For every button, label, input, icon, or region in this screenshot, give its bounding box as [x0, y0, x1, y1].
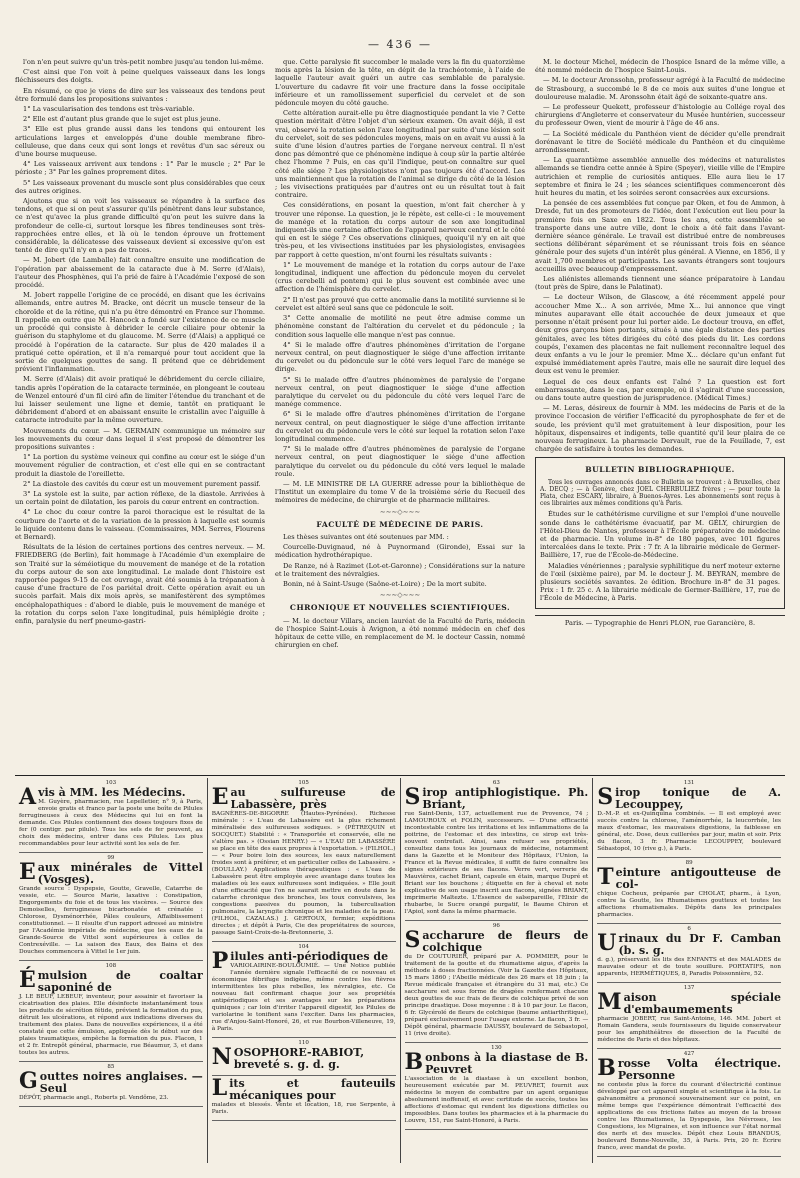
article-paragraph: 1° Le mouvement de manége et la rotation du corps autour de l'axe longitudinal, indiquent une affection du pédoncule moyen du cervelet (crus cerebelli ad pontem) qui le plus souvent est combinée avec une affection de l'hémisphère du cervelet.: [275, 260, 525, 294]
faculte-title: FACULTÉ DE MÉDECINE DE PARIS.: [316, 519, 484, 529]
ad-number: 108: [105, 963, 117, 969]
advertisement: [405, 921, 589, 1043]
thesis-paragraph: Bonin, né à Saint-Usuge (Saône-et-Loire) ; De la mort subite.: [283, 579, 487, 588]
advertisement: [19, 1062, 203, 1107]
news-items: [535, 58, 785, 453]
advertisement: [597, 858, 781, 924]
advertisement: [597, 924, 781, 983]
advertisement: [597, 1049, 781, 1157]
news-paragraph: — La Société médicale du Panthéon vient de décider qu'elle prendrait dorénavant le titre de Société médicale du Panthéon et du cinquième arrondissement.: [535, 129, 785, 155]
ad-headline: Brosse Volta électrique. Personne: [597, 1055, 781, 1082]
article-paragraph: Mouvements du cœur. — M. GERMAIN communique un mémoire sur les mouvements du cœur dans lequel il s'est proposé de démontrer les propositions suivantes :: [15, 426, 265, 451]
faculte-section: [275, 533, 525, 588]
article-paragraph: M. Serre (d'Alais) dit avoir pratiqué le débridement du cercle ciliaire, tandis après l'opération de la cataracte terminée, en plongeant le couteau de Wenzel entouré d'un fil ciré afin de limiter l'étendue du tranchant et de lui laisser seulement une ligne et demie, tantôt en pratiquant le débridement d'abord et en abaissant ensuite le cristallin avec l'aiguille à cataracte introduite par la même ouverture.: [15, 375, 265, 425]
ad-text: chique Cocheux, préparée par CHOLAT, pharm., à Lyon, contre la Goutte, les Rhumatismes goutteux et toutes les affections rhumatismales. Dépôts dans les principales pharmacies.: [597, 891, 781, 918]
news-paragraph: — Le docteur Wilson, de Glascow, a été récemment appelé pour accoucher Mme X... A son arrivée, Mme X... lui annonce que vingt minutes auparavant elle était accouchée de deux jumeaux et que personne n'était présent pour lui porter aide. Le docteur trouva, en effet, deux gros garçons bien portants, situés à une égale distance des parties génitales, avec les têtes dirigées du côté des pieds du lit. Les cordons coupés, l'examen des placentas ne fait nullement reconnaître lequel des deux enfants a vu le jour le premier. Mme X... déclare qu'un enfant fut expulsé immédiatement après l'autre, mais elle ne saurait dire lequel des deux est venu le premier.: [535, 293, 785, 376]
advertisement: [19, 778, 203, 853]
ad-number: 130: [491, 1045, 502, 1051]
page-number: — 436 —: [368, 38, 432, 51]
article-paragraph: Ces considérations, en posant la question, m'ont fait chercher à y trouver une réponse. La question, je le répète, est celle-ci : le mouvement de manége et la rotation du corps autour de son axe longitudinal indiquent-ils une certaine affection de l'appareil nerveux central et le côté qui en est le siége ? Ces observations cliniques, quoiqu'il n'y en ait que très-peu, et les vivisections instituées par les physiologistes, envisagées par rapport à cette question, m'ont fourni les résultats suivants :: [275, 201, 525, 259]
ad-text: ne conteste plus la force du courant d'électricité continue développé par cet appareil simple et scientifique à la fois. Le galvanomètre a prononcé souverainement sur ce point, en même temps que l'expérience démontrait l'efficacité des applications de ces frictions faites au moyen de la brosse contre les Rhumatismes, la Dyspepsie, les Névroses, les Congestions, les Migraines, et son influence sur l'état normal des nerfs et des muscles. Dépôt chez Louis BRANDUS, boulevard Bonne-Nouvelle, 35, à Paris. Prix, 20 fr. Écrire franco, avec mandat de poste.: [597, 1082, 781, 1151]
chronique-title: CHRONIQUE ET NOUVELLES SCIENTIFIQUES.: [289, 603, 511, 613]
ad-text: VARIOLAIRINE-BOULOUMIÉ. — Une Notice publiée l'année dernière signale l'efficacité de ce nouveau et économique fébrifuge indigène, même contre les fièvres intermittentes les plus rebelles, les névralgies, etc. Ce nouveau fait confirmant chaque jour ses propriétés antipériodiques et ses avantages sur les préparations quiniques ; car loin d'irriter l'appareil digestif, les Pilules de variolarine le tonifient sans l'exciter. Dans les pharmacies, rue d'Anjou-Saint-Honoré, 26, et rue Bourbon-Villeneuve, 19, à Paris.: [211, 963, 396, 1032]
news-paragraph: Lequel de ces deux enfants est l'aîné ? La question est fort embarrassante, dans le cas, par exemple, où il s'agirait d'une succession, ou dans toute autre question de jurisprudence. (Médical Times.): [535, 377, 785, 402]
biblio-entry: Maladies vénériennes ; paralysie syphilitique du nerf moteur externe de l'œil (sixième paire), par M. le docteur J. M. BEYRAN, membre de plusieurs sociétés savantes. 2e édition. Brochure in-8° de 31 pages. Prix : 1 fr. 25 c. A la librairie médicale de Germer-Baillière, 17, rue de l'École de Médecine, à Paris.: [540, 561, 780, 603]
article-paragraph: C'est ainsi que l'on voit à peine quelques vaisseaux dans les longs fléchisseurs des doigts.: [15, 68, 265, 85]
article-paragraph: Ajoutons que si on voit les vaisseaux se répandre à la surface des tendons, et que si on peut s'assurer qu'ils pénètrent dans leur substance, ce n'est qu'avec la plus grande difficulté qu'on peut les suivre dans la profondeur de celle-ci, surtout lorsque les fibres tendineuses sont très-rapprochées entre elles, et là où le tendon éprouve un frottement considérable, la délicatesse des vaisseaux devient si excessive qu'on est tenté de dire qu'il n'y en a pas de traces.: [15, 197, 265, 255]
ornament-divider: ∼∼∼◇∼∼∼: [379, 591, 421, 600]
ad-headline: Lits et fauteuils mécaniques pour: [211, 1075, 396, 1102]
article-paragraph: 5° Les vaisseaux provenant du muscle sont plus considérables que ceux des autres origines.: [15, 178, 265, 195]
news-paragraph: — Le professeur Quekett, professeur d'histologie au Collége royal des chirurgiens d'Angleterre et conservateur du Musée huntérien, successeur du professeur Owen, vient de mourir à l'âge de 46 ans.: [535, 103, 785, 128]
ad-text: DÉPÔT, pharmacie angl., Roberts pl. Vendôme, 23.: [19, 1095, 169, 1101]
advertisement: [212, 778, 396, 942]
article-paragraph: 7° Si le malade offre d'autres phénomènes de paralysie de l'organe nerveux central, on peut diagnostiquer le siége d'une affection paralytique du cervelet ou du pédoncule du côté vers lequel le malade roule.: [275, 445, 525, 478]
article-paragraph: En résumé, ce que je viens de dire sur les vaisseaux des tendons peut être formulé dans les propositions suivantes :: [15, 86, 265, 103]
ad-number: 99: [107, 855, 115, 861]
advertisement: [212, 1038, 396, 1076]
article-paragraph: 6° Si le malade offre d'autres phénomènes d'irritation de l'organe nerveux central, on peut diagnostiquer le siége d'une affection irritante du cervelet ou du pédoncule vers le côté sur lequel la rotation selon l'axe longitudinal commence.: [275, 410, 525, 443]
advertisement: [212, 942, 396, 1038]
ad-headline: Pilules anti-périodiques de: [211, 948, 389, 974]
advertisement: [597, 778, 781, 858]
ad-number: 63: [492, 780, 500, 786]
article-paragraph: 1° La portion du système veineux qui confine au cœur est le siége d'un mouvement régulier de contraction, et c'est elle qui en se contractant produit la diastole de l'oreillette.: [15, 453, 265, 478]
news-paragraph: Les aliénistes allemands tiennent une séance préparatoire à Landau (tout près de Spire, dans le Palatinat).: [535, 275, 785, 292]
article-paragraph: — M. LE MINISTRE DE LA GUERRE adresse pour la bibliothèque de l'Institut un exemplaire du tome V de la troisième série du Recueil des mémoires de médecine, de chirurgie et de pharmacie militaires.: [275, 479, 525, 505]
article-paragraph: — M. Jobert (de Lamballe) fait connaître ensuite une modification de l'opération par abaissement de la cataracte due à M. Serre (d'Alais), l'auteur des Phosphènes, qui l'a prié de faire à l'Académie l'exposé de son procédé.: [15, 256, 265, 290]
ad-number: 137: [683, 985, 695, 991]
news-paragraph: — M. Leras, désireux de fournir à MM. les médecins de Paris et de la province l'occasion de vérifier l'efficacité du pyrophosphate de fer et de soude, les prévient qu'il met gratuitement à leur disposition, pour les hôpitaux, dispensaires et indigents, telle quantité qu'il leur plaira de ce nouveau ferrugineux. La pharmacie Dervault, rue de la Feuillade, 7, est chargée de satisfaire à toutes les demandes.: [535, 404, 785, 454]
ad-text: BAGNÈRES-DE-BIGORRE (Hautes-Pyrénées). Richesse minérale : « L'eau de Labassère est la plus richement minéralisée des sulfureuses sodiques. » (PÉTREQUIN et SOCQUET.) Stabilité : « Transportée et conservée, elle ne s'altère pas. » (Ossian HENRY.) — « L'EAU DE LABASSÈRE se place en tête des eaux propres à l'exportation. » (FILHOL.) — « Pour boire loin des sources, les eaux naturellement froides sont à préférer, et en particulier celles de Labassère. » (BOULLAY.) Applications thérapeutiques : « L'eau de Labassère peut être employée avec avantage dans toutes les maladies où les eaux sulfureuses sont indiquées. » Elle jouit d'une efficacité que l'on ne saurait mettre en doute dans le catarrhe chronique des bronches, les toux convulsives, les congestions passives du poumon, la tuberculisation pulmonaire, la laryngite chronique et les maladies de la peau. (FILHOL, CAZALAS.) J. GERTOUX, fermier, expéditions directes ; et dépôt à Paris, Cie des propriétaires de sources, passage Saint-Croix-de-la-Bretonnerie, 3.: [211, 811, 396, 936]
ad-text: du Dr COUTURIER, préparé par A. POMMIER, pour le traitement de la goutte et du rhumatisme aigus, d'après la méthode à doses fractionnées. (Voir la Gazette des Hôpitaux, 15 mars 1860 ; l'Abeille médicale des 26 mars et 18 juin ; la Revue médicale française et étrangère du 31 mai, etc.) Ce saccharure est sous forme de dragées renfermant chacune deux gouttes de suc frais de fleurs de colchique privé de son principe drastique. Dose moyenne : 8 à 10 par jour. Le flacon, 6 fr. Glycérolé de fleurs de colchique (baume antiarthritique), préparé exclusivement pour l'usage externe. Le flacon, 3 fr. — Dépôt général, pharmacie DAUSSY, boulevard de Sébastopol, 11 (rive droite).: [404, 954, 589, 1037]
article-paragraph: l'on n'en peut suivre qu'un très-petit nombre jusqu'au tendon lui-même.: [23, 58, 264, 66]
article-paragraph: 1° La vascularisation des tendons est très-variable.: [23, 105, 195, 114]
chronique-section: [275, 617, 525, 650]
biblio-title: BULLETIN BIBLIOGRAPHIQUE.: [585, 465, 735, 475]
column-1: [15, 58, 265, 770]
ad-text: J. LE BEUF, LEBEUF, inventeur, pour assainir et favoriser la cicatrisation des plaies. Elle désinfecte instantanément tous les produits de sécrétion fétide, prévient la formation du pus, détruit les ulcérations, et répond aux indications diverses du traitement des plaies. Dans de nouvelles expériences, il a été constaté que cette émulsion, appliquée dès le début sur des plaies traumatiques, empêche la formation du pus. Flacon, 1 et 2 fr. Entrepôt général, pharmacie, rue Béaumur, 3, et dans toutes les autres.: [19, 994, 203, 1056]
article-paragraph: 3° Cette anomalie de motilité ne peut être admise comme un phénomène constant de l'altération du cervelet et du pédoncule ; la condition sous laquelle elle manque n'est pas connue.: [275, 314, 525, 339]
ad-number: 96: [492, 923, 500, 929]
ad-column: [401, 778, 594, 1163]
article-paragraph: 4° Les vaisseaux arrivent aux tendons : 1° Par le muscle ; 2° Par le périoste ; 3° Par les gaînes proprement dites.: [15, 160, 265, 177]
news-paragraph: M. le docteur Michel, médecin de l'hospice Isnard de la même ville, a été nommé médecin de l'hospice Saint-Louis.: [535, 58, 785, 75]
ad-number: 85: [107, 1064, 115, 1070]
thesis-paragraph: Courcelle-Duvignaud, né à Puynormand (Gironde), Essai sur la médication hydrothérapique.: [275, 543, 525, 560]
ad-number: 105: [298, 780, 309, 786]
advertisement: [19, 853, 203, 961]
news-paragraph: — La quarantième assemblée annuelle des médecins et naturalistes allemands se tiendra cette année à Spire (Speyer), vieille ville de l'Empire autrichien et remplie de curiosités antiques. Elle aura lieu le 17 septembre et finira le 24 ; les séances scientifiques commenceront dès huit heures du matin, et les soirées seront consacrées aux excursions.: [535, 156, 785, 198]
advertisement: [19, 961, 203, 1062]
ad-headline: Teinture antigoutteuse de col-: [597, 864, 781, 891]
ad-number: 427: [683, 1051, 695, 1057]
article-paragraph: 3° La systole est la suite, par action réflexe, de la diastole. Arrivées à un certain point de dilatation, les parois du cœur entrent en contraction.: [15, 489, 265, 507]
ad-text: malades et blessés. Vente et location, 18, rue Serpente, à Paris.: [211, 1102, 396, 1115]
news-paragraph: — M. le docteur Aronssohn, professeur agrégé à la Faculté de médecine de Strasbourg, a succombé le 8 de ce mois aux suites d'une longue et douloureuse maladie. M. Aronssohn était âgé de soixante-quatre ans.: [535, 76, 785, 101]
news-paragraph: La pensée de ces assemblées fut conçue par Oken, et fou de Ammon, à Dresde, fut un des promoteurs de l'idée, dont l'exécution eut lieu pour la première fois en Saxe en 1822. Tous les ans, cette assemblée se transporte dans une autre ville, dont le choix a été fait dans l'avant-dernière séance générale. Le travail est distribué entre de nombreuses sections délibérant séparément et se réunissant trois fois en séance générale pour des sujets d'un intérêt plus général. A Vienne, en 1856, il y avait 1,700 membres et participants. Les savants étrangers sont toujours accueillis avec beaucoup d'empressement.: [535, 199, 785, 273]
ad-headline: Sirop tonique de A. Lecouppey,: [597, 784, 781, 811]
article-paragraph: 2° Elle est d'autant plus grande que le sujet est plus jeune.: [23, 115, 221, 124]
ad-headline: NOSOPHORE-RABIOT, breveté s. g. d. g.: [211, 1044, 365, 1071]
ad-number: 131: [683, 780, 695, 786]
advertisement: [212, 1076, 396, 1121]
advertisement: [405, 1043, 589, 1130]
article-columns: [15, 58, 785, 770]
column-2: [275, 58, 525, 770]
article-paragraph: 4° Le choc du cœur contre la paroi thoracique est le résultat de la courbure de l'aorte et de la variation de la pression à laquelle est soumis le liquide contenu dans le vaisseau. (Commissaires, MM. Serres, Flourens et Bernard).: [15, 508, 265, 541]
column-3: [535, 58, 785, 770]
ad-number: 89: [685, 860, 693, 866]
ad-number: 103: [105, 780, 117, 786]
ad-number: 6: [687, 926, 691, 932]
article-paragraph: M. Jobert rappelle l'origine de ce procédé, en disant que les écrivains allemands, entre autres M. Bracke, ont décrit un muscle tenseur de la choroïde et de la rétine, qui n'a pu être démontré en France sur l'homme. Il rappelle en outre que M. Hancock a fondé sur l'existence de ce muscle un procédé qui consiste à débrider le cercle ciliaire pour obtenir la guérison du staphylome et du glaucome. M. Serre (d'Alais) a appliqué ce procédé à l'opération de la cataracte. Sur plus de 420 malades il a pratiqué cette opération, et il n'a remarqué pour tout accident que la sortie de quelques gouttes de sang. Il prétend que ce débridement prévient l'inflammation.: [15, 291, 265, 374]
ad-headline: Gouttes noires anglaises. — Seul: [19, 1068, 203, 1095]
bibliographic-bulletin: [535, 457, 785, 608]
ad-headline: Eau sulfureuse de Labassère, près: [211, 784, 396, 811]
article-paragraph: que. Cette paralysie fit succomber le malade vers la fin du quatorzième mois après la lésion de la tête, en dépit de la trachéotomie, à l'aide de laquelle l'auteur avait guéri un autre cas semblable de paralysie. L'ouverture du cadavre fit voir une fracture dans la fosse occipitale inférieure et un ramollissement superficiel du cervelet et de son pédoncule moyen du côté gauche.: [275, 58, 525, 108]
ad-text: d. g.), préservant les lits des ENFANTS et des MALADES de mauvaise odeur et de toute souillure. PORTATIFS, non apparents, HERMÉTIQUES, 8, Paradis Poissonnière, 52.: [597, 957, 781, 977]
news-paragraph: — M. le docteur Villars, ancien lauréat de la Faculté de Paris, médecin de l'hospice Saint-Louis à Avignon, a été nommé médecin en chef des hôpitaux de cette ville, en remplacement de M. le docteur Cassin, nommé chirurgien en chef.: [275, 616, 525, 650]
printer-imprint: Paris. — Typographie de Henri PLON, rue Garancière, 8.: [535, 615, 785, 627]
ad-number: 104: [298, 944, 309, 950]
ad-headline: Émulsion de coaltar saponiné de: [19, 967, 203, 994]
ad-text: D.-M.-P. et ex-Quinquina combinés. — Il est employé avec succès contre la chlorose, l'aménorrhée, la leucorrhée, les maux d'estomac, les mauvaises digestions, la faiblesse en général, etc. Dose, deux cuillerées par jour, matin et soir. Prix du flacon, 3 fr. Pharmacie LECOUPPEY, boulevard Sébastopol, 10 (rive g.), à Paris.: [597, 811, 781, 852]
ad-headline: Eaux minérales de Vittel (Vosges).: [19, 859, 203, 886]
ad-headline: Avis à MM. les Médecins.: [19, 784, 186, 810]
thesis-paragraph: Les thèses suivantes ont été soutenues par MM. :: [283, 532, 449, 541]
ad-headline: Saccharure de fleurs de colchique: [404, 927, 589, 954]
ad-headline: Bonbons à la diastase de B. Peuvret: [404, 1049, 589, 1076]
ad-text: pharmacie JOBERT, rue Saint-Antoine, 146. MM. Jobert et Romain Gandera, seuls fournisseurs du liquide conservateur pour les amphithéâtres de dissection de la Faculté de médecine de Paris et des hôpitaux.: [597, 1016, 781, 1043]
ad-text: Grande source : Dyspepsie, Goutte, Gravelle, Catarrhe de vessie, etc. — Source Marie, laxative : Constipation, Engorgements du foie et de tous les viscères. — Source des Demoiselles, ferrugineuse bicarbonatée et crénatée : Chlorose, Dysménorrhée, Pâles couleurs, Affaiblissement constitutionnel. — Il résulte d'un rapport adressé au ministre par l'Académie impériale de médecine, que les eaux de la Grande-Source de Vittel sont supérieures à celles de Contrexéville. — La saison des Eaux, des Bains et des Douches commencera à Vittel le 1er juin.: [19, 886, 203, 955]
thesis-paragraph: De Ranze, né à Razimet (Lot-et-Garonne) ; Considérations sur la nature et le traitement des névralgies.: [275, 561, 525, 578]
ad-text: rue Saint-Denis, 137, actuellement rue de Provence, 74 ; LAMOUROUX et FOLIN, successeurs. — D'une efficacité incontestable contre les irritations et les inflammations de la poitrine, de l'estomac et des intestins, ce sirop est très-souvent contrefait. Ainsi, sans refuser ses propriétés, consultez dans tous les journaux de médecine, notamment dans la Gazette et le Moniteur des Hôpitaux, l'Union, la France et la Revue médicales, il suffit de faire connaître les signes extérieurs de ses flacons. Verre vert, verrerie de Mauvières, cachet Briant, capsule en étain, marque Dupré et Briant sur les bouchons ; étiquette en fer à cheval et note explicative de son usage inscrit aux flacons, signées BRIANT, imprimerie Maltezte. L'Essence de salsepareille, l'Elixir de rhubarbe, le Sucre orangé purgatif, le Baume Chiron et l'Apiol, sont dans la même pharmacie.: [404, 811, 589, 915]
biblio-entry: Études sur le cathétérisme curviligne et sur l'emploi d'une nouvelle sonde dans le cathétérisme évacuatif, par M. GÉLY, chirurgien de l'Hôtel-Dieu de Nantes, professeur à l'École préparatoire de médecine et de pharmacie. Un volume in-8° de 180 pages, avec 101 figures intercalées dans le texte. Prix : 7 fr. A la librairie médicale de Germer-Baillière, 17, rue de l'École-de-Médecine.: [540, 510, 780, 560]
advertisement: [597, 983, 781, 1049]
article-paragraph: Résultats de la lésion de certaines portions des centres nerveux. — M. FRIEDBERG (de Berlin), fait hommage à l'Académie d'un exemplaire de son Traité sur la séméiotique du mouvement de manége et de la rotation du corps autour de son axe longitudinal. Le malade dont l'histoire est rapportée pages 9-15 de cet ouvrage, avait été soumis à la trépanation à cause d'une fracture de l'os pariétal droit. Cette opération avait eu un succès parfait. Mais dix mois après, se manifestèrent des symptômes encéphalopathiques : d'abord le diable, puis le mouvement de manége et la rotation du corps selon l'axe longitudinal, puis hémiplégie droite ; enfin, paralysie du nerf pneumo-gastri-: [15, 543, 265, 625]
ad-number: 110: [298, 1040, 309, 1046]
advertisements: [15, 778, 785, 1163]
article-paragraph: 4° Si le malade offre d'autres phénomènes d'irritation de l'organe nerveux central, on peut diagnostiquer le siége d'une affection irritante du cervelet ou du pédoncule sur le côté vers lequel l'arc de manége se dirige.: [275, 340, 525, 374]
ads-separator: [15, 775, 785, 776]
ad-column: [593, 778, 785, 1163]
article-paragraph: Cette altération aurait-elle pu être diagnostiquée pendant la vie ? Cette question méritait d'être l'objet d'un sérieux examen. On avait déjà, il est vrai, observé la rotation selon l'axe longitudinal par suite d'une lésion soit du cervelet, soit de ses pédoncules moyens, mais on en avait vu aussi à la suite d'une lésion d'autres parties de l'organe nerveux central. Il n'est donc pas démontré que ce phénomène indique à coup sûr la partie altérée chez l'homme ? Puis, en cas qu'il l'indique, peut-on connaître sur quel côté elle siége ? Les physiologistes n'ont pas toujours été d'accord. Les uns maintiennent que la rotation de l'animal se dirige du côté de la lésion ; les vivisections pratiquées par d'autres ont eu un résultat tout à fait contraire.: [275, 109, 525, 200]
biblio-intro: Tous les ouvrages annoncés dans ce Bulletin se trouvent : à Bruxelles, chez A. DECQ ; — à Genève, chez JOEL CHERBULIEZ frères ; — pour toute la Plata, chez ESCARY, libraire, à Buenos-Ayres. Les abonnements sont reçus à ces librairies aux mêmes conditions qu'à Paris.: [540, 478, 780, 508]
article-paragraph: 3° Elle est plus grande aussi dans les tendons qui entourent les articulations larges et enveloppés d'une double membrane fibro-celluleuse, que dans ceux qui sont longs et revêtus d'un sac séreux ou d'une bourse muqueuse.: [15, 125, 265, 159]
biblio-entries: [540, 510, 780, 602]
academy-report-continued: [275, 58, 525, 505]
ornament-divider: ∼∼∼◇∼∼∼: [379, 507, 421, 516]
ad-headline: Urinaux du Dr F. Camban (b. s. g.: [597, 930, 781, 957]
article-paragraph: 2° Il n'est pas prouvé que cette anomalie dans la motilité survienne si le cervelet est altéré seul sans que ce pédoncule le soit.: [275, 295, 525, 312]
article-paragraph: 2° La diastole des cavités du cœur est un mouvement purement passif.: [23, 479, 261, 488]
ad-headline: Sirop antiphlogistique. Ph. Briant,: [404, 784, 589, 811]
ad-column: [208, 778, 401, 1163]
ad-text: L'association de la diastase à un excellent bonbon, heureusement exécutée par M. PEUVRET, fournit aux médecins le moyen de combattre par un agent organique absolument inoffensif, et avec certitude de succès, toutes les affections d'estomac qui rendent les digestions difficiles ou impossibles. Dans toutes les pharmacies et à la pharmacie du Louvre, 151, rue Saint-Honoré, à Paris.: [404, 1076, 589, 1124]
advertisement: [405, 778, 589, 921]
ad-text: M. Guyère, pharmacien, rue Lepelletier, n° 9, à Paris, envoie gratis et franco par la poste une boîte de Pilules ferrugineuses à ceux des Médecins qui lui en font la demande. Ces Pilules contiennent des doses toujours fixes de fer (0 centigr. par pilule). Tous les sels de fer peuvent, au choix des médecins, entrer dans ces Pilules. Les plus recommandables pour leur activité sont les sels de fer.: [19, 799, 203, 847]
article-paragraph: 5° Si le malade offre d'autres phénomènes de paralysie de l'organe nerveux central, on peut diagnostiquer le siége d'une affection paralytique du cervelet ou du pédoncule du côté vers lequel l'arc de manége commence.: [275, 375, 525, 409]
ad-headline: Maison spéciale d'embaumements: [597, 989, 781, 1016]
ad-column: [15, 778, 208, 1163]
